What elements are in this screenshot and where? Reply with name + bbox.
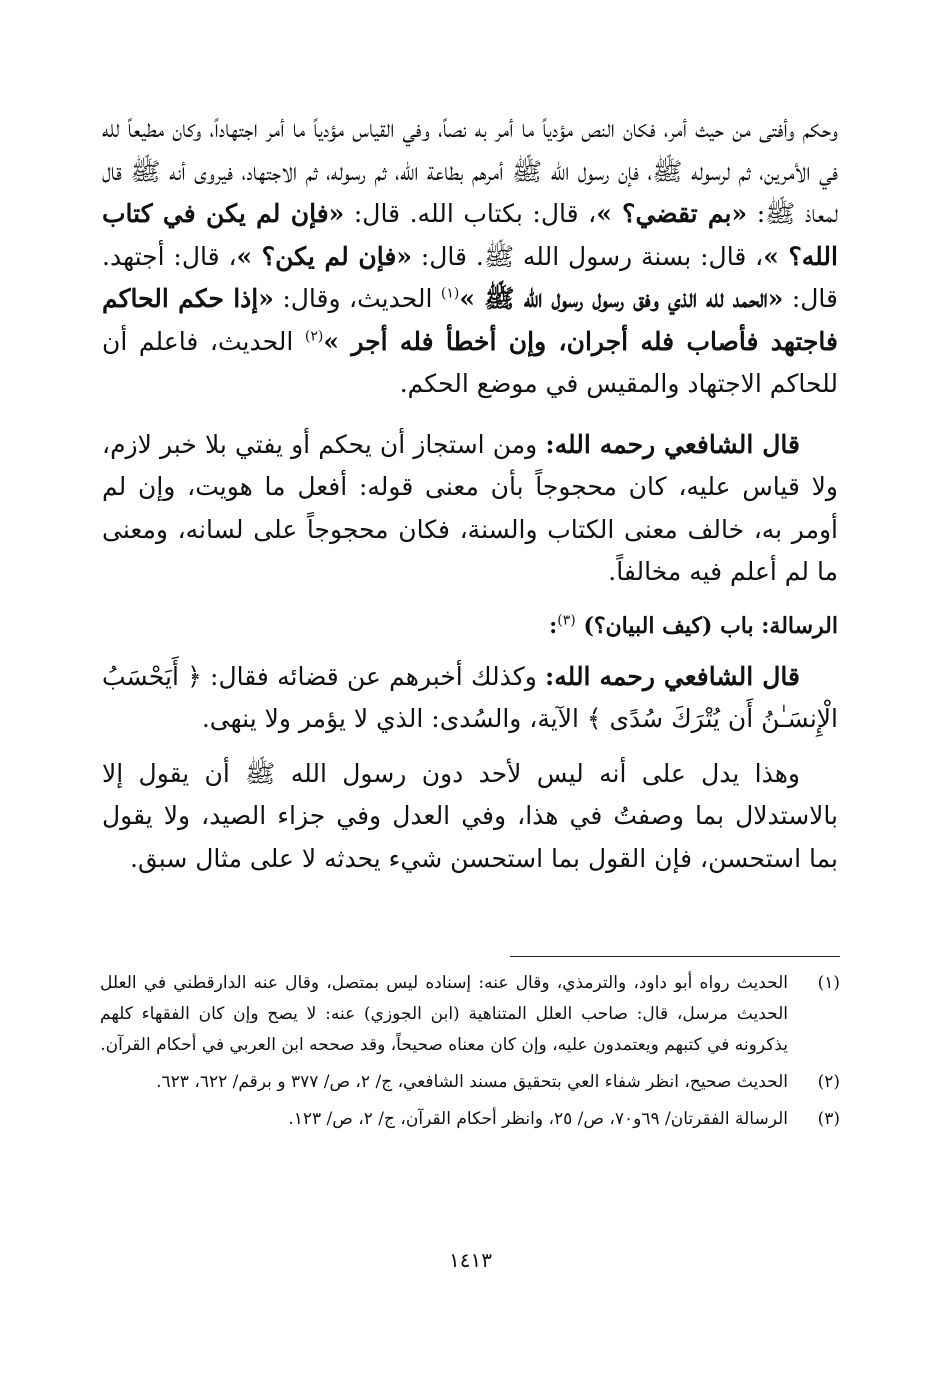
text-run: الآية، والسُدى: الذي لا يؤمر ولا ينهى. [201,704,587,733]
text-run: وكذلك أخبرهم عن قضائه فقال: [201,661,546,691]
text-run: ، قال: أجتهد. قال: [102,241,838,313]
text-run: ومن استجاز أن يحكم أو يفتي بلا خبر لازم، ولا قياس عليه، كان محجوجاً بأن معنى قوله: أفعل ما هويت، وإن لم أومر به، خالف معنى الكتاب والسنة، فكان محجوجاً على لسانه، ومعنى ما لم أعلم فيه مخالفاً. [102,429,838,586]
footnote-3 [100,1104,840,1135]
hadith-quote: «إذا حكم الحاكم فاجتهد فأصاب فله أجران، وإن أخطأ فله أجر » [102,284,838,356]
text-run: وهذا يدل على أنه ليس لأحد دون رسول الله ﷺ أن يقول إلا بالاستدلال بما وصفتُ في هذا، وفي العدل وفي جزاء الصيد، ولا يقول بما استحسن، فإن القول بما استحسن شيء يحدثه لا على مثال سبق. [102,758,838,873]
hadith-quote: «فإن لم يكن؟ » [236,241,412,271]
footnote-2 [100,1067,840,1098]
text-run: الحديث، وقال: [273,284,441,313]
footnotes [100,968,840,1141]
footnote-text: الحديث صحيح، انظر شفاء العي بتحقيق مسند الشافعي، ج/ ٢، ص/ ٣٧٧ و برقم/ ٦٢٢، ٦٢٣. [156,1072,788,1092]
text-run: وحكم وأفتى من حيث أمر، فكان النص مؤدياً ما أمر به نصاً، وفي القياس مؤدياً ما أمر اجتهاداً، وكان مطيعاً لله في الأمرين، ثم لرسوله ﷺ، فإن رسول الله ﷺ أمرهم بطاعة الله، ثم رسوله، ثم الاجتهاد، فيروى أنه ﷺ قال لمعاذ ﷺ: [102,114,838,228]
footnote-ref-2[interactable]: (٢) [304,328,324,345]
paragraph-3 [102,656,838,741]
paragraph-2 [102,424,838,594]
footnote-1 [100,968,840,1061]
footnote-ref-3[interactable]: (٣) [557,612,576,629]
speaker-label: قال الشافعي رحمه الله: [545,661,800,691]
heading-colon: : [549,612,558,639]
page-number: ١٤١٣ [449,1248,492,1272]
footnote-text: الرسالة الفقرتان/ ٦٩و٧٠، ص/ ٢٥، وانظر أحكام القرآن، ج/ ٢، ص/ ١٢٣. [288,1109,788,1129]
speaker-label: قال الشافعي رحمه الله: [545,429,800,459]
quran-verse: ﴿ أَيَحْسَبُ الْإِنسَـٰنُ أَن يُتْرَكَ سُدًى ﴾ [102,661,838,733]
hadith-quote: «بم تقضي؟ » [596,199,748,228]
text-run: ، قال: بسنة رسول الله ﷺ. قال: [411,241,764,271]
text-run: ، قال: بكتاب الله. قال: [344,199,597,228]
main-text [102,108,838,892]
footnote-ref-1[interactable]: (١) [440,285,460,302]
footnote-divider [510,956,840,957]
paragraph-4 [102,753,838,881]
section-heading [102,606,838,646]
paragraph-1 [102,108,838,406]
hadith-quote: «فإن لم يكن في كتاب الله؟ » [102,199,838,271]
section-heading-text: الرسالة: باب (كيف البيان؟) [583,612,838,639]
footnote-number: (٣) [817,1109,840,1129]
footnote-number: (٢) [817,1072,840,1092]
text-run: الحديث، فاعلم أن للحاكم الاجتهاد والمقيس في موضع الحكم. [102,326,838,398]
hadith-quote: «الحمد لله الذي وفق رسول رسول الله ﷺ » [459,284,784,313]
footnote-number: (١) [817,973,840,993]
footnote-text: الحديث رواه أبو داود، والترمذي، وقال عنه: إسناده ليس بمتصل، وقال عنه الدارقطني في العلل الحديث مرسل، قال: صاحب العلل المتناهية (ابن الجوزي) عنه: لا يصح وإن كان الفقهاء كلهم يذكرونه في كتبهم ويعتمدون عليه، وإن كان معناه صحيحاً، وقد صححه ابن العربي في أحكام القرآن. [100,973,788,1055]
